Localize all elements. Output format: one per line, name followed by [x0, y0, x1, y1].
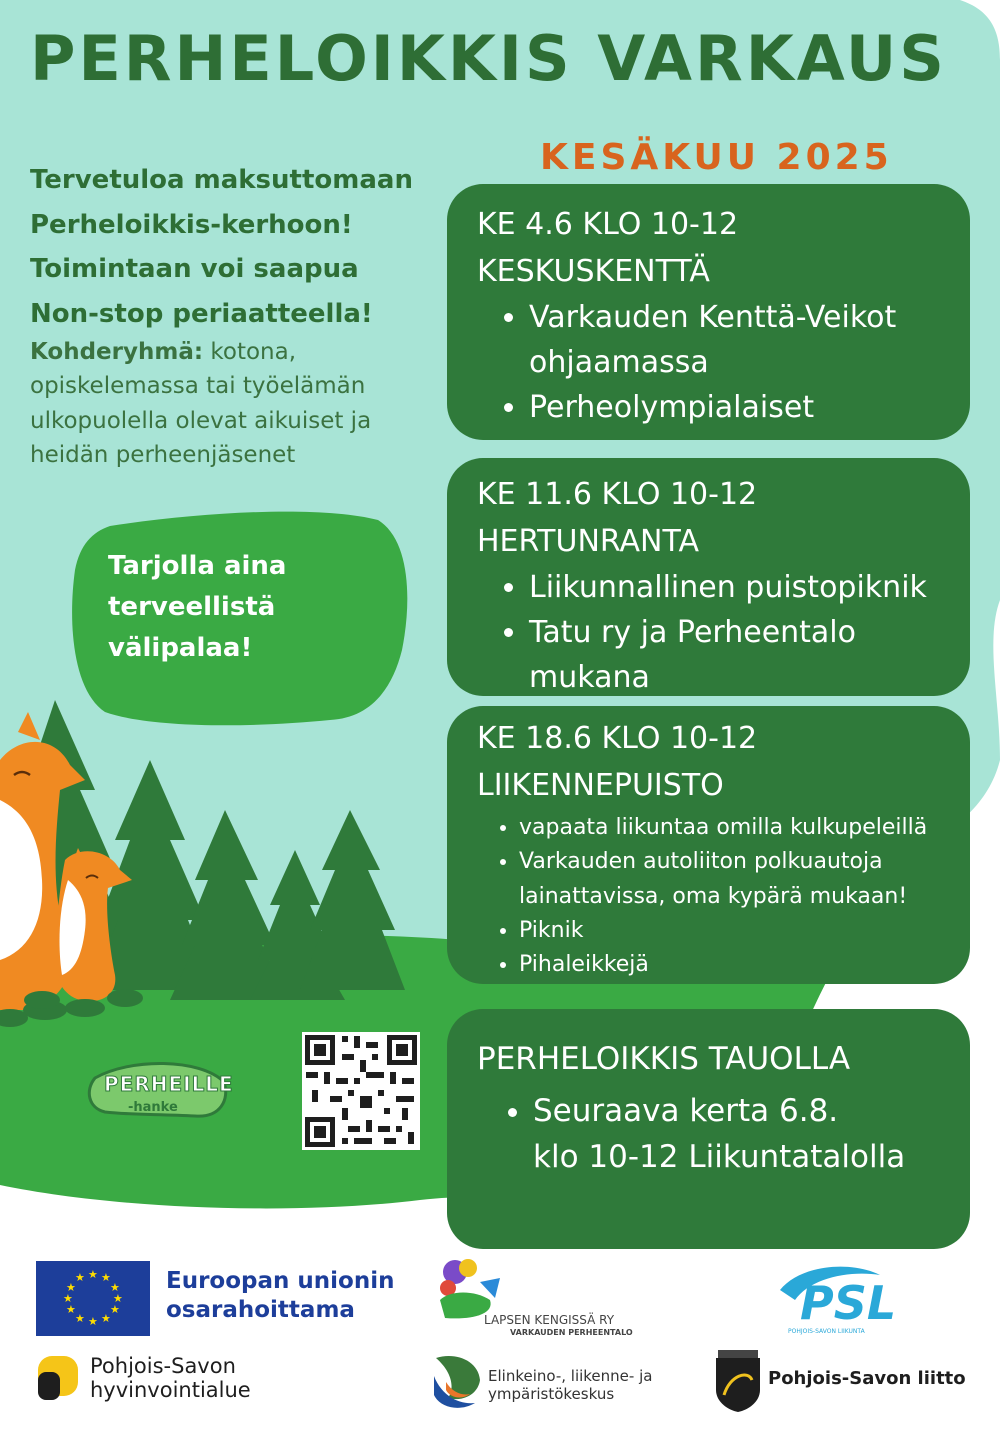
pause-line-2: klo 10-12 Liikuntatalolla	[533, 1138, 906, 1175]
svg-text:★: ★	[63, 1292, 73, 1305]
pause-line-1: Seuraava kerta 6.8.	[533, 1093, 839, 1130]
intro-line-2: Perheloikkis-kerhoon!	[30, 209, 353, 240]
event-card-3	[447, 706, 970, 984]
lapsen-kengissa-logo-icon	[440, 1259, 500, 1318]
event-3-date: KE 18.6 KLO 10-12	[477, 721, 758, 756]
target-group-text: kotona, opiskelemassa tai työelämän ulkopuolella olevat aikuiset ja heidän perheenjäsenet	[30, 338, 372, 469]
event-1-date: KE 4.6 KLO 10-12	[477, 207, 739, 242]
pause-next-time	[533, 1089, 950, 1180]
target-group	[30, 335, 455, 473]
svg-text:★: ★	[110, 1281, 120, 1294]
svg-text:★: ★	[88, 1315, 98, 1328]
pohjois-savon-liitto-text: Pohjois-Savon liitto	[768, 1368, 966, 1389]
event-1-item-2: • Perheolympialaiset	[529, 385, 950, 430]
intro-line-4: Non-stop periaatteella!	[30, 299, 373, 330]
event-3-item-1: • vapaata liikuntaa omilla kulkupeleillä	[519, 811, 960, 845]
psl-logo-text: PSL	[800, 1276, 897, 1330]
target-group-label: Kohderyhmä:	[30, 338, 204, 365]
snack-line-3: välipalaa!	[108, 633, 253, 664]
eu-line-2: osarahoittama	[166, 1296, 355, 1323]
month-heading: KESÄKUU 2025	[540, 137, 893, 178]
qr-code	[302, 1032, 420, 1150]
event-2-item-1: • Liikunnallinen puistopiknik	[529, 565, 950, 610]
ely-text	[488, 1367, 652, 1403]
event-3-list	[477, 811, 960, 983]
event-2-item-2: • Tatu ry ja Perheentalo mukana	[529, 610, 950, 700]
psl-logo-sub: POHJOIS-SAVON LIIKUNTA	[788, 1328, 865, 1335]
event-card-2	[447, 458, 970, 696]
ely-line-1: Elinkeino-, liikenne- ja	[488, 1367, 653, 1385]
event-2-list	[477, 565, 950, 700]
event-2-date: KE 11.6 KLO 10-12	[477, 477, 758, 512]
event-2-place: HERTUNRANTA	[477, 523, 700, 559]
ely-logo-icon	[434, 1356, 480, 1408]
snack-bubble	[108, 546, 358, 669]
intro-line-1: Tervetuloa maksuttomaan	[30, 165, 413, 195]
event-3-item-4: • Pihaleikkejä	[519, 948, 960, 982]
intro-line-3: Toimintaan voi saapua	[30, 254, 359, 285]
pshva-text	[90, 1354, 251, 1402]
event-1-list	[477, 295, 950, 430]
lapsen-kengissa-name: LAPSEN KENGISSÄ RY	[484, 1313, 615, 1327]
svg-text:★: ★	[113, 1292, 123, 1305]
event-1-place: KESKUSKENTTÄ	[477, 253, 710, 289]
pshva-logo-icon	[38, 1356, 78, 1400]
svg-text:★: ★	[101, 1271, 111, 1284]
svg-text:★: ★	[75, 1312, 85, 1325]
snack-line-1: Tarjolla aina	[108, 551, 287, 581]
eu-funding-text	[166, 1267, 394, 1325]
svg-text:★: ★	[110, 1303, 120, 1316]
svg-text:★: ★	[88, 1268, 98, 1281]
event-1-item-1: • Varkauden Kenttä-Veikot ohjaamassa	[529, 295, 950, 385]
event-card-1	[447, 184, 970, 440]
svg-text:★: ★	[75, 1271, 85, 1284]
page-title: PERHELOIKKIS VARKAUS	[30, 22, 947, 95]
svg-text:★: ★	[101, 1312, 111, 1325]
pshva-line-2: hyvinvointialue	[90, 1378, 251, 1403]
event-3-item-2: • Varkauden autoliiton polkuautoja lainattavissa, oma kypärä mukaan!	[519, 845, 960, 914]
intro-text	[30, 158, 455, 473]
perheille-badge-text: PERHEILLE	[104, 1072, 234, 1096]
svg-text:★: ★	[66, 1281, 76, 1294]
pause-heading: PERHELOIKKIS TAUOLLA	[477, 1041, 851, 1077]
ely-line-2: ympäristökeskus	[488, 1385, 615, 1403]
event-3-place: LIIKENNEPUISTO	[477, 767, 724, 803]
pause-card	[447, 1009, 970, 1249]
pshva-line-1: Pohjois-Savon	[90, 1354, 236, 1378]
eu-line-1: Euroopan unionin	[166, 1268, 395, 1294]
snack-line-2: terveellistä	[108, 592, 276, 623]
svg-text:★: ★	[66, 1303, 76, 1316]
event-3-item-3: • Piknik	[519, 914, 960, 948]
pohjois-savon-liitto-crest-icon	[716, 1350, 760, 1412]
eu-flag-icon	[36, 1261, 150, 1336]
pause-list	[477, 1089, 950, 1180]
perheille-badge-sub: -hanke	[128, 1100, 178, 1115]
lapsen-kengissa-sub: VARKAUDEN PERHEENTALO	[510, 1328, 633, 1337]
